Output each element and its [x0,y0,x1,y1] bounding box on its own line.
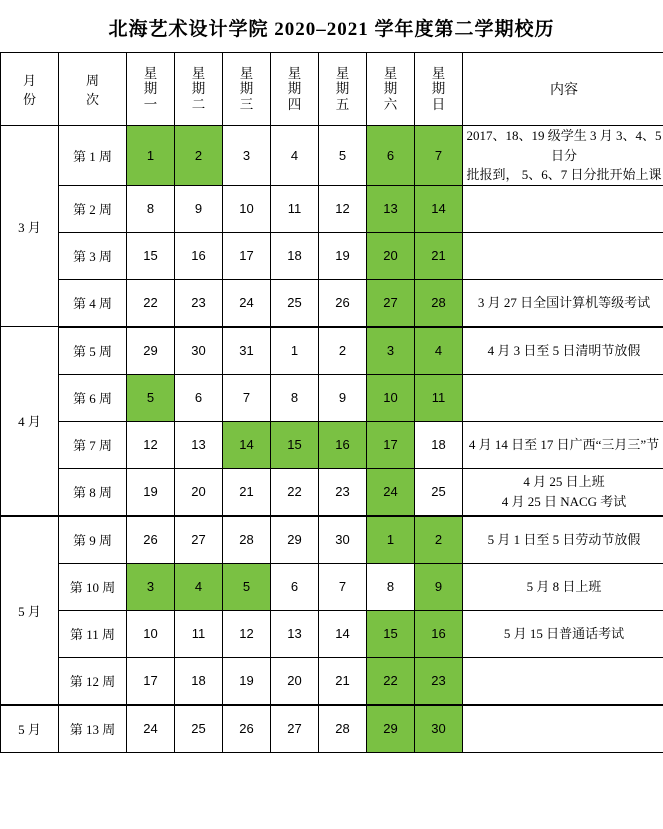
day-cell: 17 [367,421,415,468]
day-cell: 14 [415,185,463,232]
table-row [1,705,663,753]
day-cell: 4 [415,327,463,375]
header-month-line2: 份 [22,92,36,107]
header-day-char2: 期 [239,81,254,97]
note-cell [463,610,663,657]
day-cell: 16 [175,232,223,279]
day-cell: 31 [223,327,271,375]
day-cell: 1 [271,327,319,375]
note-line: 4 月 25 日上班 [523,474,605,489]
day-cell: 21 [223,468,271,516]
note-line: 4 月 14 日至 17 日广西“三月三”节 [468,436,660,452]
day-cell: 17 [127,657,175,705]
header-day-char1: 星 [191,65,206,81]
day-cell: 8 [367,563,415,610]
day-cell: 2 [319,327,367,375]
day-cell: 15 [367,610,415,657]
header-day-sunday [415,53,463,126]
header-day-char1: 星 [431,65,446,81]
day-cell: 5 [127,374,175,421]
month-cell-april: 4 月 [1,327,59,516]
day-cell: 28 [223,516,271,564]
day-cell: 12 [223,610,271,657]
header-day-monday [127,53,175,126]
note-cell [463,374,663,421]
table-row [1,232,663,279]
day-cell: 29 [367,705,415,753]
table-row [1,185,663,232]
table-row [1,563,663,610]
table-row [1,657,663,705]
header-day-wednesday [223,53,271,126]
day-cell: 14 [223,421,271,468]
day-cell: 12 [319,185,367,232]
day-cell: 24 [127,705,175,753]
header-row [1,53,663,126]
day-cell: 17 [223,232,271,279]
table-row [1,279,663,327]
day-cell: 20 [367,232,415,279]
note-cell [463,705,663,753]
day-cell: 7 [319,563,367,610]
week-label: 第 3 周 [59,232,127,279]
day-cell: 27 [367,279,415,327]
day-cell: 19 [127,468,175,516]
header-day-char2: 期 [431,81,446,97]
table-row [1,126,663,186]
day-cell: 12 [127,421,175,468]
table-row [1,468,663,516]
week-label: 第 8 周 [59,468,127,516]
header-week-line1: 周 [85,73,99,88]
week-label: 第 9 周 [59,516,127,564]
day-cell: 27 [271,705,319,753]
week-label: 第 7 周 [59,421,127,468]
header-day-char3: 日 [431,96,446,112]
header-day-char1: 星 [239,65,254,81]
note-cell [463,657,663,705]
day-cell: 26 [319,279,367,327]
note-cell [463,421,663,468]
month-cell-may-2: 5 月 [1,705,59,753]
week-label: 第 12 周 [59,657,127,705]
day-cell: 2 [415,516,463,564]
note-cell [463,185,663,232]
day-cell: 18 [175,657,223,705]
day-cell: 1 [127,126,175,186]
note-line: 5 月 8 日上班 [526,578,602,594]
day-cell: 24 [367,468,415,516]
week-label: 第 5 周 [59,327,127,375]
week-label: 第 11 周 [59,610,127,657]
day-cell: 23 [319,468,367,516]
day-cell: 3 [127,563,175,610]
day-cell: 25 [415,468,463,516]
day-cell: 26 [127,516,175,564]
header-day-char1: 星 [383,65,398,81]
header-day-char3: 四 [287,96,302,112]
day-cell: 25 [175,705,223,753]
day-cell: 16 [415,610,463,657]
day-cell: 14 [319,610,367,657]
day-cell: 24 [223,279,271,327]
header-day-thursday [271,53,319,126]
day-cell: 9 [175,185,223,232]
day-cell: 7 [223,374,271,421]
note-line: 4 月 25 日 NACG 考试 [501,493,627,509]
day-cell: 29 [271,516,319,564]
day-cell: 27 [175,516,223,564]
note-line: 2017、18、19 级学生 3 月 3、4、5 日分 [466,128,662,163]
header-day-tuesday [175,53,223,126]
note-cell [463,516,663,564]
week-label: 第 1 周 [59,126,127,186]
day-cell: 18 [415,421,463,468]
header-content: 内容 [463,53,663,126]
table-row [1,516,663,564]
day-cell: 9 [319,374,367,421]
day-cell: 9 [415,563,463,610]
note-cell [463,563,663,610]
header-day-char1: 星 [287,65,302,81]
day-cell: 18 [271,232,319,279]
day-cell: 19 [319,232,367,279]
note-line: 4 月 3 日至 5 日清明节放假 [487,342,641,358]
day-cell: 15 [127,232,175,279]
header-day-char2: 期 [287,81,302,97]
day-cell: 3 [223,126,271,186]
week-label: 第 2 周 [59,185,127,232]
day-cell: 6 [175,374,223,421]
note-line: 3 月 27 日全国计算机等级考试 [477,294,651,310]
day-cell: 28 [415,279,463,327]
header-day-char2: 期 [335,81,350,97]
week-label: 第 10 周 [59,563,127,610]
day-cell: 15 [271,421,319,468]
header-day-char3: 五 [335,96,350,112]
header-day-char2: 期 [143,81,158,97]
day-cell: 23 [175,279,223,327]
day-cell: 30 [319,516,367,564]
day-cell: 22 [127,279,175,327]
day-cell: 29 [127,327,175,375]
day-cell: 4 [271,126,319,186]
day-cell: 26 [223,705,271,753]
day-cell: 5 [319,126,367,186]
day-cell: 8 [127,185,175,232]
day-cell: 6 [367,126,415,186]
day-cell: 10 [367,374,415,421]
day-cell: 11 [175,610,223,657]
day-cell: 5 [223,563,271,610]
day-cell: 20 [271,657,319,705]
day-cell: 25 [271,279,319,327]
table-row [1,610,663,657]
week-label: 第 6 周 [59,374,127,421]
note-cell [463,279,663,327]
header-day-char2: 期 [191,81,206,97]
header-week-line2: 次 [85,92,99,107]
header-day-friday [319,53,367,126]
day-cell: 10 [127,610,175,657]
day-cell: 19 [223,657,271,705]
table-row [1,421,663,468]
day-cell: 10 [223,185,271,232]
header-day-char1: 星 [335,65,350,81]
note-cell [463,232,663,279]
header-day-saturday [367,53,415,126]
table-row [1,327,663,375]
header-day-char3: 一 [143,96,158,112]
day-cell: 28 [319,705,367,753]
week-label: 第 4 周 [59,279,127,327]
header-week [59,53,127,126]
day-cell: 8 [271,374,319,421]
day-cell: 4 [175,563,223,610]
day-cell: 23 [415,657,463,705]
header-month [1,53,59,126]
day-cell: 11 [271,185,319,232]
day-cell: 22 [271,468,319,516]
day-cell: 21 [415,232,463,279]
header-day-char2: 期 [383,81,398,97]
note-cell [463,126,663,186]
day-cell: 30 [175,327,223,375]
day-cell: 13 [367,185,415,232]
month-cell-march: 3 月 [1,126,59,327]
header-day-char3: 二 [191,96,206,112]
header-month-line1: 月 [22,73,36,88]
day-cell: 13 [175,421,223,468]
day-cell: 16 [319,421,367,468]
day-cell: 7 [415,126,463,186]
day-cell: 13 [271,610,319,657]
table-row [1,374,663,421]
header-day-char3: 六 [383,96,398,112]
table-header [1,53,663,126]
header-day-char3: 三 [239,96,254,112]
day-cell: 21 [319,657,367,705]
note-cell [463,327,663,375]
day-cell: 6 [271,563,319,610]
note-cell [463,468,663,516]
note-line: 5 月 1 日至 5 日劳动节放假 [487,531,641,547]
day-cell: 1 [367,516,415,564]
day-cell: 2 [175,126,223,186]
academic-calendar-table [0,52,663,753]
month-cell-may: 5 月 [1,516,59,705]
page-title: 北海艺术设计学院 2020–2021 学年度第二学期校历 [108,19,555,40]
note-line: 批报到， 5、6、7 日分批开始上课 [466,167,662,182]
note-line: 5 月 15 日普通话考试 [503,625,625,641]
day-cell: 11 [415,374,463,421]
header-day-char1: 星 [143,65,158,81]
day-cell: 3 [367,327,415,375]
day-cell: 30 [415,705,463,753]
day-cell: 20 [175,468,223,516]
week-label: 第 13 周 [59,705,127,753]
table-body [1,126,663,753]
day-cell: 22 [367,657,415,705]
